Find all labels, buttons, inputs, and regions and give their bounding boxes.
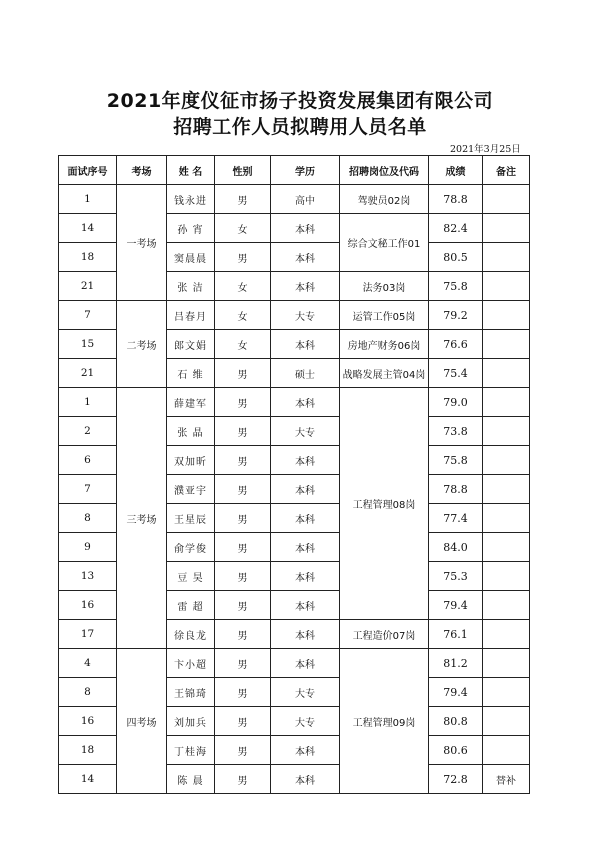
cell-score: 79.4	[429, 678, 483, 707]
cell-note	[483, 707, 530, 736]
cell-score: 75.3	[429, 562, 483, 591]
cell-gender: 女	[215, 214, 271, 243]
cell-gender: 男	[215, 649, 271, 678]
cell-seq: 17	[59, 620, 117, 649]
cell-note	[483, 272, 530, 301]
cell-score: 77.4	[429, 504, 483, 533]
col-header-position: 招聘岗位及代码	[340, 156, 429, 185]
table-row	[59, 649, 530, 678]
col-header-education: 学历	[271, 156, 340, 185]
document-date: 2021年3月25日	[450, 144, 521, 155]
cell-education: 大专	[271, 707, 340, 736]
cell-seq: 4	[59, 649, 117, 678]
cell-gender: 男	[215, 504, 271, 533]
cell-seq: 8	[59, 504, 117, 533]
cell-name: 张 晶	[167, 417, 215, 446]
cell-note	[483, 620, 530, 649]
cell-note	[483, 359, 530, 388]
table-row	[59, 388, 530, 417]
cell-name: 卞小超	[167, 649, 215, 678]
cell-position: 工程管理08岗	[340, 388, 429, 620]
cell-score: 75.8	[429, 272, 483, 301]
cell-score: 78.8	[429, 185, 483, 214]
cell-seq: 21	[59, 272, 117, 301]
cell-gender: 男	[215, 243, 271, 272]
cell-note	[483, 446, 530, 475]
table-header-row	[59, 156, 530, 185]
cell-note	[483, 562, 530, 591]
cell-note	[483, 533, 530, 562]
cell-gender: 女	[215, 272, 271, 301]
cell-score: 79.2	[429, 301, 483, 330]
cell-education: 本科	[271, 649, 340, 678]
cell-note	[483, 417, 530, 446]
cell-note: 替补	[483, 765, 530, 794]
cell-name: 孙 宵	[167, 214, 215, 243]
cell-gender: 女	[215, 330, 271, 359]
cell-score: 80.8	[429, 707, 483, 736]
cell-room: 一考场	[117, 185, 167, 301]
hiring-list-table	[58, 155, 530, 794]
cell-gender: 男	[215, 359, 271, 388]
cell-position: 工程造价07岗	[340, 620, 429, 649]
cell-name: 窦晨晨	[167, 243, 215, 272]
cell-name: 刘加兵	[167, 707, 215, 736]
cell-gender: 男	[215, 417, 271, 446]
cell-note	[483, 214, 530, 243]
cell-room: 二考场	[117, 301, 167, 388]
document-title: 2021年度仪征市扬子投资发展集团有限公司	[106, 90, 494, 112]
cell-name: 豆 昊	[167, 562, 215, 591]
cell-education: 硕士	[271, 359, 340, 388]
cell-note	[483, 649, 530, 678]
cell-education: 本科	[271, 388, 340, 417]
cell-note	[483, 243, 530, 272]
cell-gender: 男	[215, 736, 271, 765]
cell-name: 王星辰	[167, 504, 215, 533]
cell-room: 三考场	[117, 388, 167, 649]
cell-gender: 男	[215, 678, 271, 707]
cell-score: 79.4	[429, 591, 483, 620]
cell-name: 濮亚宇	[167, 475, 215, 504]
cell-name: 双加昕	[167, 446, 215, 475]
cell-education: 本科	[271, 330, 340, 359]
cell-score: 76.1	[429, 620, 483, 649]
cell-score: 79.0	[429, 388, 483, 417]
cell-education: 本科	[271, 591, 340, 620]
cell-seq: 21	[59, 359, 117, 388]
cell-education: 本科	[271, 533, 340, 562]
cell-note	[483, 591, 530, 620]
cell-education: 本科	[271, 562, 340, 591]
col-header-seq: 面试序号	[59, 156, 117, 185]
cell-name: 钱永进	[167, 185, 215, 214]
cell-score: 82.4	[429, 214, 483, 243]
cell-gender: 男	[215, 388, 271, 417]
cell-education: 本科	[271, 214, 340, 243]
cell-name: 陈 晨	[167, 765, 215, 794]
cell-room: 四考场	[117, 649, 167, 794]
cell-score: 72.8	[429, 765, 483, 794]
cell-gender: 男	[215, 185, 271, 214]
cell-name: 丁桂海	[167, 736, 215, 765]
cell-education: 本科	[271, 272, 340, 301]
cell-note	[483, 185, 530, 214]
cell-score: 76.6	[429, 330, 483, 359]
cell-name: 郎文娟	[167, 330, 215, 359]
cell-seq: 13	[59, 562, 117, 591]
cell-name: 张 洁	[167, 272, 215, 301]
cell-gender: 男	[215, 475, 271, 504]
cell-seq: 18	[59, 243, 117, 272]
cell-name: 徐良龙	[167, 620, 215, 649]
table-row	[59, 185, 530, 214]
cell-seq: 14	[59, 214, 117, 243]
cell-seq: 6	[59, 446, 117, 475]
cell-education: 大专	[271, 417, 340, 446]
cell-gender: 女	[215, 301, 271, 330]
cell-education: 大专	[271, 301, 340, 330]
cell-position: 驾驶员02岗	[340, 185, 429, 214]
cell-name: 石 维	[167, 359, 215, 388]
cell-position: 运管工作05岗	[340, 301, 429, 330]
col-header-score: 成绩	[429, 156, 483, 185]
cell-education: 本科	[271, 620, 340, 649]
cell-note	[483, 388, 530, 417]
cell-gender: 男	[215, 562, 271, 591]
cell-education: 高中	[271, 185, 340, 214]
col-header-note: 备注	[483, 156, 530, 185]
cell-score: 75.4	[429, 359, 483, 388]
cell-seq: 2	[59, 417, 117, 446]
cell-gender: 男	[215, 620, 271, 649]
cell-education: 本科	[271, 736, 340, 765]
cell-score: 81.2	[429, 649, 483, 678]
cell-note	[483, 678, 530, 707]
cell-seq: 14	[59, 765, 117, 794]
document-subtitle: 招聘工作人员拟聘用人员名单	[173, 116, 427, 138]
cell-gender: 男	[215, 707, 271, 736]
cell-position: 法务03岗	[340, 272, 429, 301]
cell-seq: 1	[59, 185, 117, 214]
cell-education: 本科	[271, 243, 340, 272]
cell-note	[483, 330, 530, 359]
cell-note	[483, 736, 530, 765]
cell-score: 80.6	[429, 736, 483, 765]
cell-position: 房地产财务06岗	[340, 330, 429, 359]
cell-gender: 男	[215, 446, 271, 475]
cell-position: 工程管理09岗	[340, 649, 429, 794]
cell-education: 本科	[271, 446, 340, 475]
cell-score: 80.5	[429, 243, 483, 272]
table-row	[59, 301, 530, 330]
cell-note	[483, 475, 530, 504]
col-header-gender: 性别	[215, 156, 271, 185]
cell-education: 本科	[271, 475, 340, 504]
cell-seq: 7	[59, 301, 117, 330]
cell-name: 薛建军	[167, 388, 215, 417]
col-header-room: 考场	[117, 156, 167, 185]
cell-seq: 16	[59, 707, 117, 736]
cell-note	[483, 504, 530, 533]
cell-score: 75.8	[429, 446, 483, 475]
cell-score: 84.0	[429, 533, 483, 562]
cell-name: 雷 超	[167, 591, 215, 620]
cell-gender: 男	[215, 765, 271, 794]
cell-score: 73.8	[429, 417, 483, 446]
cell-education: 本科	[271, 765, 340, 794]
cell-seq: 15	[59, 330, 117, 359]
cell-score: 78.8	[429, 475, 483, 504]
cell-position: 综合文秘工作01	[340, 214, 429, 272]
cell-seq: 18	[59, 736, 117, 765]
cell-education: 大专	[271, 678, 340, 707]
cell-name: 吕春月	[167, 301, 215, 330]
cell-seq: 8	[59, 678, 117, 707]
cell-seq: 7	[59, 475, 117, 504]
cell-gender: 男	[215, 533, 271, 562]
cell-seq: 16	[59, 591, 117, 620]
cell-note	[483, 301, 530, 330]
cell-name: 王锦琦	[167, 678, 215, 707]
cell-name: 俞学俊	[167, 533, 215, 562]
cell-position: 战略发展主管04岗	[340, 359, 429, 388]
cell-seq: 9	[59, 533, 117, 562]
cell-education: 本科	[271, 504, 340, 533]
col-header-name: 姓 名	[167, 156, 215, 185]
cell-gender: 男	[215, 591, 271, 620]
cell-seq: 1	[59, 388, 117, 417]
